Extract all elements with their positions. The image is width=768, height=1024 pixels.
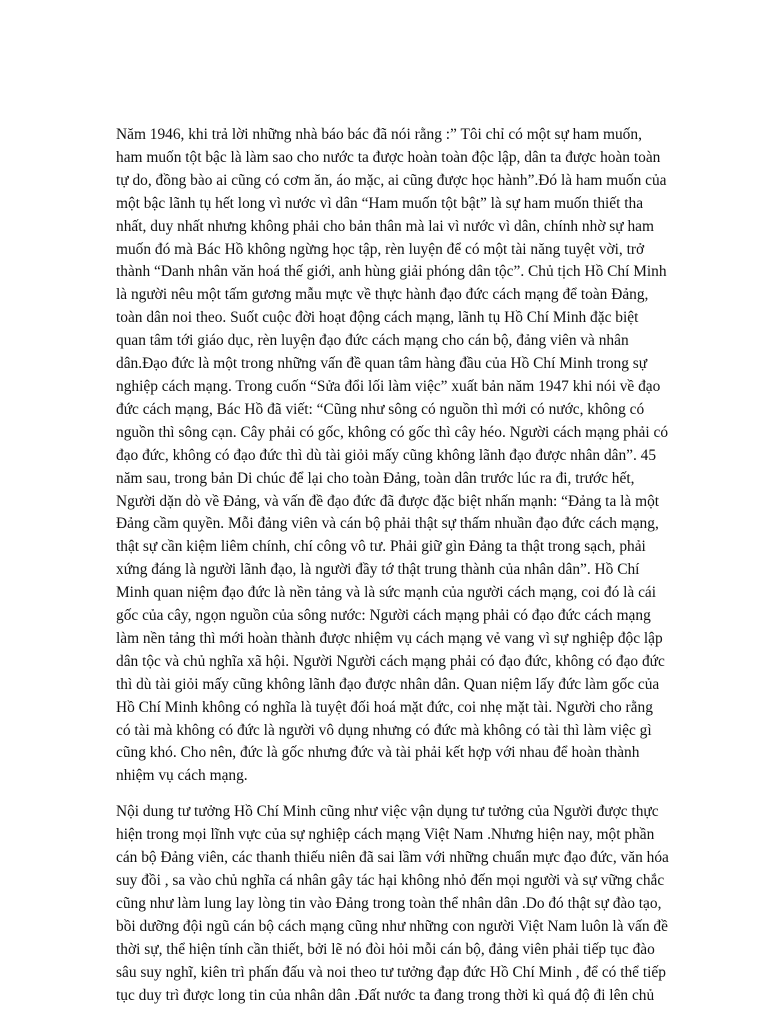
document-body <box>116 124 676 1007</box>
paragraph-1 <box>116 124 676 788</box>
text-line: Người dặn dò về Đảng, và vấn đề đạo đức đã được đặc biệt nhấn mạnh: “Đảng ta là một <box>116 492 660 510</box>
text-line: thành “Danh nhân văn hoá thế giới, anh hùng giải phóng dân tộc”. Chủ tịch Hồ Chí Minh <box>116 263 667 281</box>
text-line: thời sự, thể hiện tính cần thiết, bởi lẽ nó đòi hỏi mỗi cán bộ, đảng viên phải tiếp tục đào <box>116 940 655 958</box>
text-line: cũng khó. Cho nên, đức là gốc nhưng đức và tài phải kết hợp với nhau để hoàn thành <box>116 744 640 762</box>
text-line: một bậc lãnh tụ hết long vì nước vì dân “Ham muốn tột bật” là sự ham muốn thiết tha <box>116 194 644 212</box>
text-line: hiện trong mọi lĩnh vực của sự nghiệp cách mạng Việt Nam .Nhưng hiện nay, một phần <box>116 826 655 844</box>
text-line: xứng đáng là người lãnh đạo, là người đầy tớ thật trung thành của nhân dân”. Hồ Chí <box>116 561 640 579</box>
text-line: Nội dung tư tưởng Hồ Chí Minh cũng như việc vận dụng tư tưởng của Người được thực <box>116 803 659 821</box>
text-line: ham muốn tột bậc là làm sao cho nước ta được hoàn toàn độc lập, dân ta được hoàn toàn <box>116 148 661 166</box>
text-line: cũng như làm lung lay lòng tin vào Đảng trong toàn thể nhân dân .Do đó thật sự đào tạo, <box>116 894 662 912</box>
text-line: cán bộ Đảng viên, các thanh thiếu niên đã sai lầm với những chuẩn mực đạo đức, văn hóa <box>116 849 669 867</box>
text-line: quan tâm tới giáo dục, rèn luyện đạo đức cách mạng cho cán bộ, đảng viên và nhân <box>116 332 629 350</box>
text-line: có tài mà không có đức là người vô dụng nhưng có đức mà không có tài thì làm việc gì <box>116 721 652 739</box>
text-line: dân tộc và chủ nghĩa xã hội. Người Người cách mạng phải có đạo đức, không có đạo đức <box>116 652 665 670</box>
text-line: nhiệm vụ cách mạng. <box>116 767 248 785</box>
text-line: nghiệp cách mạng. Trong cuốn “Sửa đổi lối làm việc” xuất bản năm 1947 khi nói về đạo <box>116 377 661 395</box>
text-line: thì dù tài giỏi mấy cũng không lãnh đạo được nhân dân. Quan niệm lấy đức làm gốc của <box>116 675 660 693</box>
text-line: gốc của cây, ngọn nguồn của sông nước: Người cách mạng phải có đạo đức cách mạng <box>116 607 651 625</box>
text-line: dân.Đạo đức là một trong những vấn đề quan tâm hàng đầu của Hồ Chí Minh trong sự <box>116 355 648 373</box>
text-line: đức cách mạng, Bác Hồ đã viết: “Cũng như sông có nguồn thì mới có nước, không có <box>116 400 645 418</box>
text-line: Đảng cầm quyền. Mỗi đảng viên và cán bộ phải thật sự thấm nhuần đạo đức cách mạng, <box>116 515 659 533</box>
text-line: sâu suy nghĩ, kiên trì phấn đấu và noi theo tư tưởng đạp đức Hồ Chí Minh , để có thể tiếp <box>116 963 666 981</box>
text-line: toàn dân noi theo. Suốt cuộc đời hoạt động cách mạng, lãnh tụ Hồ Chí Minh đặc biệt <box>116 309 639 327</box>
text-line: đạo đức, không có đạo đức thì dù tài giỏi mấy cũng không lãnh đạo được nhân dân”. 45 <box>116 446 657 464</box>
text-line: Năm 1946, khi trả lời những nhà báo bác đã nói rằng :” Tôi chỉ có một sự ham muốn, <box>116 126 642 143</box>
text-line: năm sau, trong bản Di chúc để lại cho toàn Đảng, toàn dân trước lúc ra đi, trước hết, <box>116 469 635 487</box>
text-line: tục duy trì được long tin của nhân dân .Đất nước ta đang trong thời kì quá độ đi lên chủ <box>116 986 655 1004</box>
text-line: nguồn thì sông cạn. Cây phải có gốc, không có gốc thì cây héo. Người cách mạng phải có <box>116 423 669 441</box>
text-line: muốn đó mà Bác Hồ không ngừng học tập, rèn luyện để có một tài năng tuyệt vời, trở <box>116 240 645 258</box>
text-line: Minh quan niệm đạo đức là nền tảng và là sức mạnh của người cách mạng, coi đó là cái <box>116 584 657 602</box>
text-line: là người nêu một tấm gương mẫu mực về thực hành đạo đức cách mạng để toàn Đảng, <box>116 286 649 304</box>
text-line: thật sự cần kiệm liêm chính, chí công vô tư. Phải giữ gìn Đảng ta thật trong sạch, phải <box>116 538 646 556</box>
text-line: bồi dưỡng đội ngũ cán bộ cách mạng cũng như những con người Việt Nam luôn là vấn đề <box>116 917 668 935</box>
text-line: nhất, duy nhất nhưng không phải cho bản thân mà lai vì nước vì dân, chính nhờ sự ham <box>116 217 654 235</box>
text-line: Hồ Chí Minh không có nghĩa là tuyệt đối hoá mặt đức, coi nhẹ mặt tài. Người cho rằng <box>116 698 653 716</box>
text-line: làm nền tảng thì mới hoàn thành được nhiệm vụ cách mạng vẻ vang vì sự nghiệp độc lập <box>116 629 663 647</box>
text-line: suy đồi , sa vào chủ nghĩa cá nhân gây tác hại không nhỏ đến mọi người và sự vững chắc <box>116 872 665 889</box>
paragraph-2 <box>116 801 676 1007</box>
text-line: tự do, đồng bào ai cũng có cơm ăn, áo mặc, ai cũng được học hành”.Đó là ham muốn của <box>116 171 667 189</box>
